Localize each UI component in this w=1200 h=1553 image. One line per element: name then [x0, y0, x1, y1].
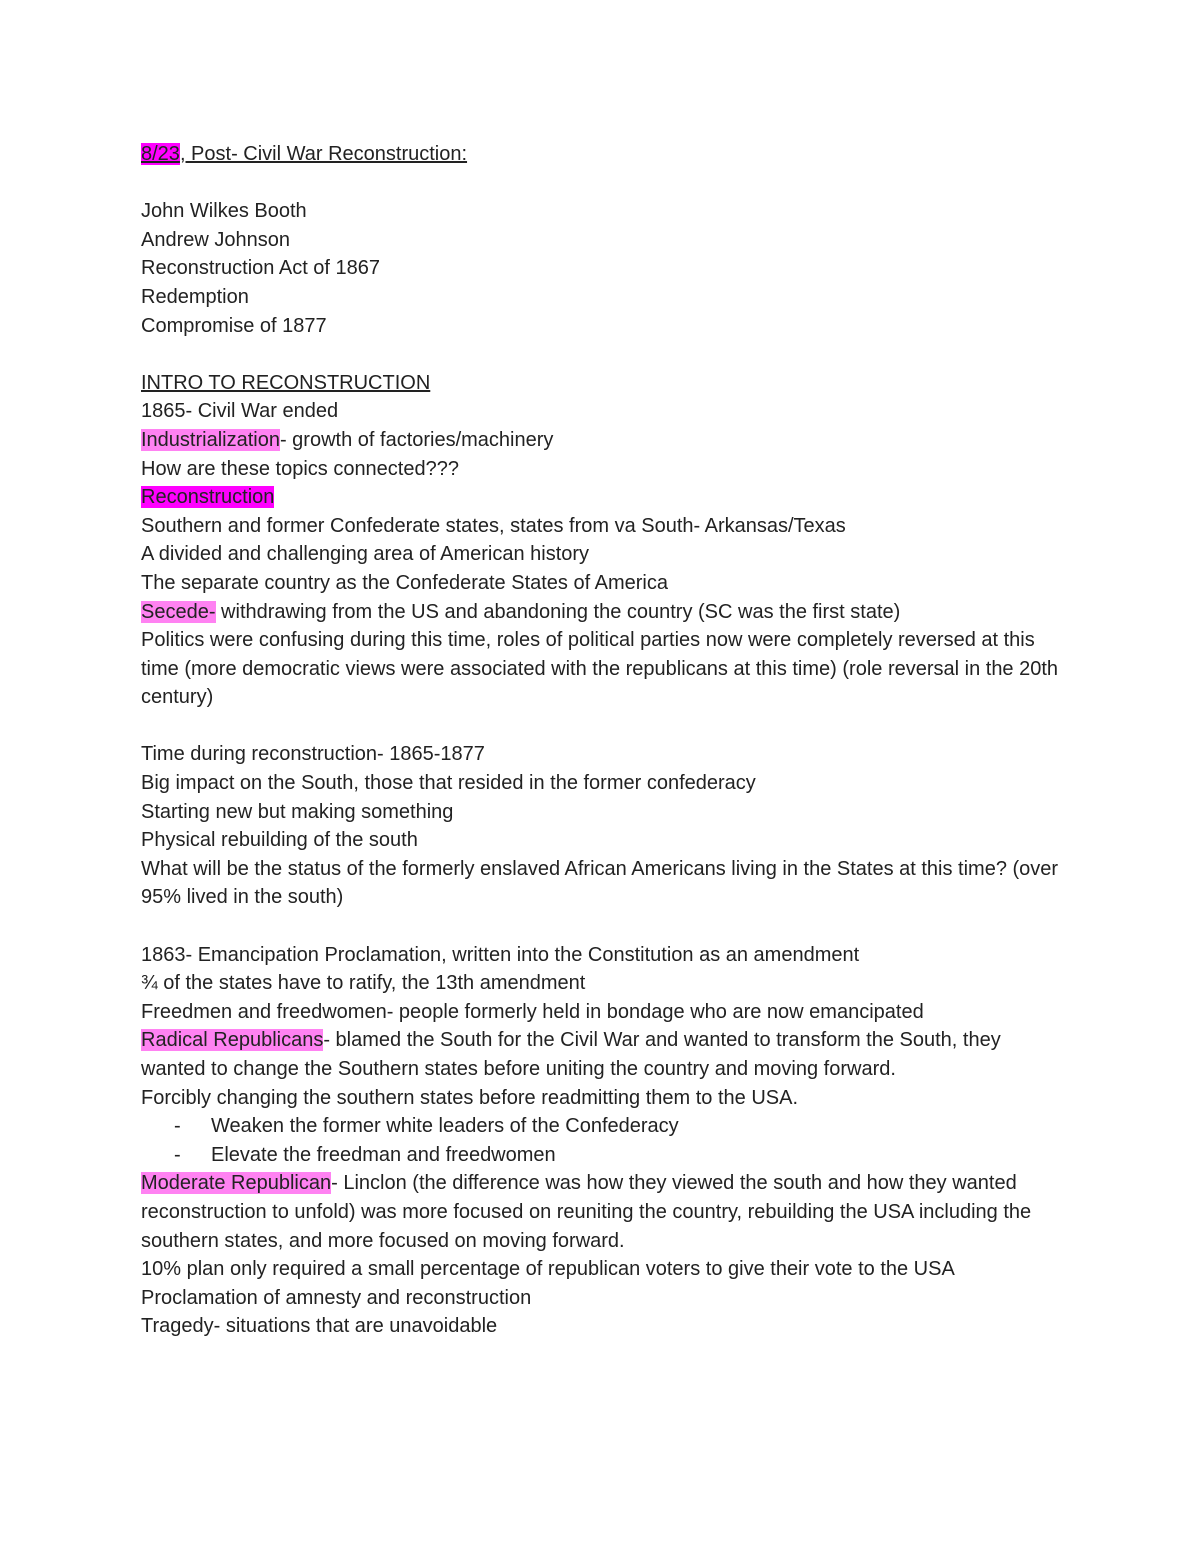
highlighted-term: Industrialization [141, 428, 280, 451]
note-line: Tragedy- situations that are unavoidable [141, 1315, 498, 1338]
note-line [141, 426, 1061, 455]
term-definition: - growth of factories/machinery [279, 428, 554, 451]
vocab-item: Redemption [141, 285, 249, 308]
vocab-item: John Wilkes Booth [141, 200, 307, 223]
note-line: The separate country as the Confederate States of America [141, 571, 668, 594]
spacer [141, 712, 1061, 741]
vocab-item: Andrew Johnson [141, 228, 290, 251]
highlighted-term: Radical Republicans [141, 1029, 324, 1052]
note-line [141, 483, 1061, 512]
note-line: Physical rebuilding of the south [141, 829, 418, 852]
bullet-text: Elevate the freedman and freedwomen [211, 1143, 556, 1166]
term-definition: - Linclon (the difference was how they viewed the south and how they wanted reconstruction to unfold) was more focused on reuniting the country, rebuilding the USA including the southern states, and more focused on moving forward. [141, 1172, 1032, 1252]
spacer [141, 169, 1061, 198]
spacer [141, 912, 1061, 941]
note-line: Time during reconstruction- 1865-1877 [141, 743, 485, 766]
note-line [141, 598, 1061, 627]
note-line: Southern and former Confederate states, states from va South- Arkansas/Texas [141, 514, 846, 537]
note-line: 1863- Emancipation Proclamation, written into the Constitution as an amendment [141, 943, 860, 966]
note-line: Proclamation of amnesty and reconstruction [141, 1286, 532, 1309]
page-title [141, 140, 1061, 169]
note-paragraph [141, 1169, 1061, 1255]
term-definition: withdrawing from the US and abandoning the country (SC was the first state) [215, 600, 901, 623]
note-line: ¾ of the states have to ratify, the 13th amendment [141, 972, 586, 995]
bullet-text: Weaken the former white leaders of the Confederacy [211, 1115, 679, 1138]
note-line: 1865- Civil War ended [141, 400, 339, 423]
note-paragraph: What will be the status of the formerly enslaved African Americans living in the States at this time? (over 95% lived in the south) [141, 857, 1059, 909]
note-line: Big impact on the South, those that resided in the former confederacy [141, 772, 756, 795]
bullet-dash: - [174, 1115, 181, 1138]
bullet-dash: - [174, 1143, 181, 1166]
title-text: , Post- Civil War Reconstruction: [179, 143, 468, 165]
note-line: Forcibly changing the southern states before readmitting them to the USA. [141, 1086, 799, 1109]
title-date: 8/23 [141, 143, 180, 165]
vocab-item: Reconstruction Act of 1867 [141, 257, 381, 280]
note-paragraph [141, 1026, 1061, 1083]
note-line: How are these topics connected??? [141, 457, 459, 480]
note-paragraph: Politics were confusing during this time, roles of political parties now were completely reversed at this time (more democratic views were associated with the republicans at this time) (role reversal in the 20th century) [141, 629, 1059, 709]
section-heading: INTRO TO RECONSTRUCTION [141, 371, 431, 394]
note-line: A divided and challenging area of American history [141, 543, 590, 566]
highlighted-term: Secede- [141, 600, 216, 623]
note-line: Starting new but making something [141, 800, 454, 823]
spacer [141, 340, 1061, 369]
note-line: Freedmen and freedwomen- people formerly held in bondage who are now emancipated [141, 1000, 924, 1023]
bullet-item [141, 1112, 1061, 1141]
vocab-item: Compromise of 1877 [141, 314, 327, 337]
highlighted-term: Moderate Republican [141, 1172, 332, 1195]
note-line: 10% plan only required a small percentage of republican voters to give their vote to the USA [141, 1258, 955, 1281]
term-definition: - blamed the South for the Civil War and wanted to transform the South, they wanted to change the Southern states before uniting the country and moving forward. [141, 1029, 1001, 1080]
bullet-item [141, 1141, 1061, 1170]
highlighted-term: Reconstruction [141, 486, 275, 509]
notes-document [141, 140, 1061, 1341]
